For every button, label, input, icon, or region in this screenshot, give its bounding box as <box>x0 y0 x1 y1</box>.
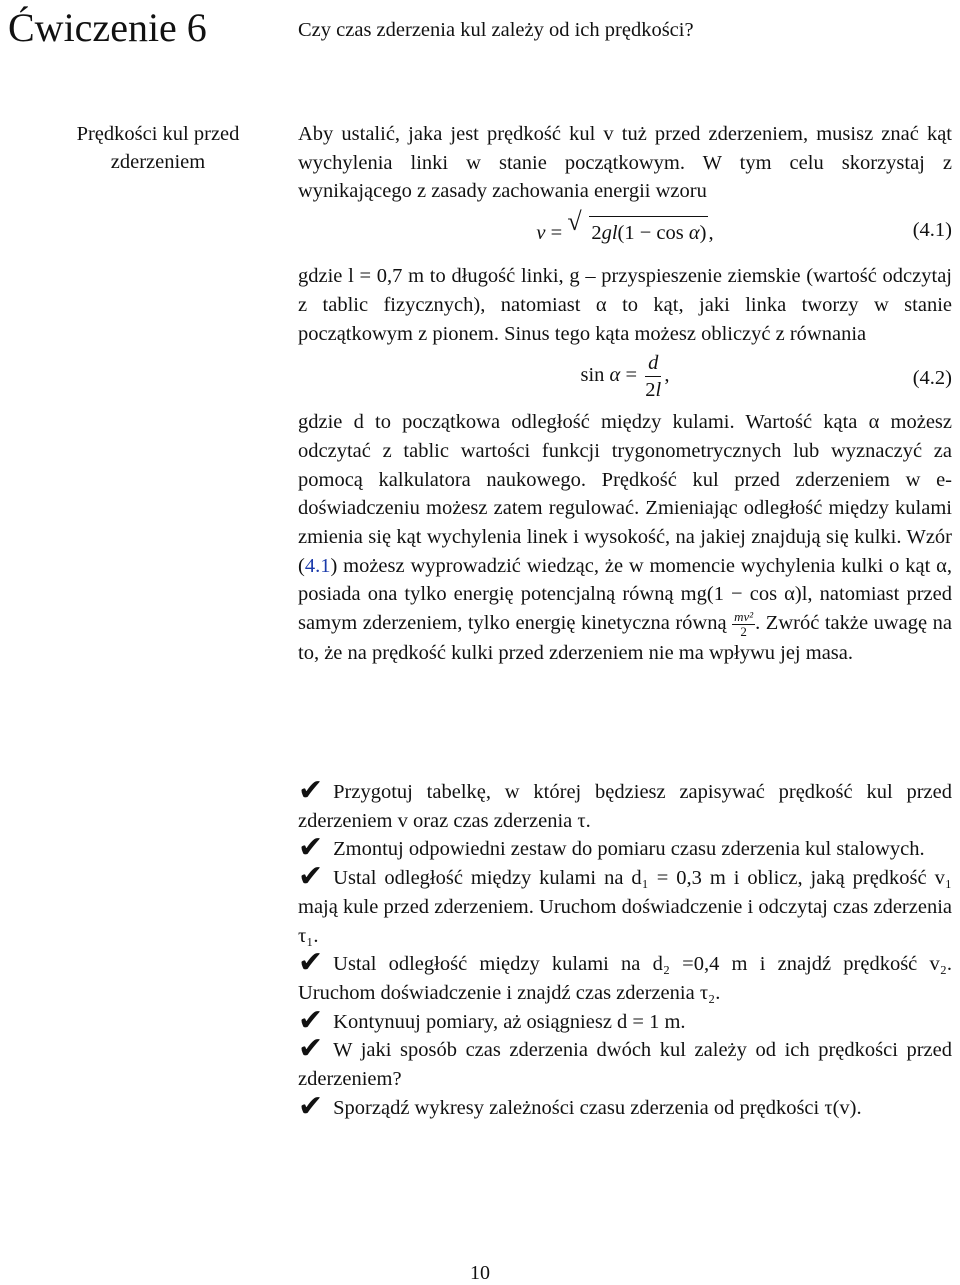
equation-4-2-formula: sin α = $\frac{d}{2l}$ , <box>580 352 670 402</box>
task-text: W jaki sposób czas zderzenia dwóch kul zależy od ich prędkości przed zderzeniem? <box>298 1039 952 1091</box>
page-number: 10 <box>470 1262 490 1284</box>
task-text: Ustal odległość między kulami na d₁ = 0,3 m i oblicz, jaką prędkość v₁ mają kule przed zderzeniem. Uruchom doświadczenie i odczytaj czas zderzenia τ₁. <box>298 867 952 947</box>
paragraph-intro: Aby ustalić, jaka jest prędkość kul v tuż przed zderzeniem, musisz znać kąt wychylenia linki w stanie początkowym. W tym celu skorzystaj z wynikającego z zasady zachowania energii wzoru <box>298 123 952 203</box>
checkmark-icon: ✔ <box>298 945 324 981</box>
chapter-title: Czy czas zderzenia kul zależy od ich prędkości? <box>298 19 694 41</box>
equation-reference-link[interactable]: 4.1 <box>304 554 331 577</box>
kinetic-energy-fraction: $\frac{\text{mv²}}{2}$ <box>734 608 754 639</box>
checkmark-icon: ✔ <box>298 1088 324 1124</box>
checkmark-icon: ✔ <box>298 859 324 895</box>
chapter-header <box>8 2 953 54</box>
checkmark-icon: ✔ <box>298 1031 324 1067</box>
task-item <box>298 859 952 950</box>
task-item <box>298 1088 952 1124</box>
task-item <box>298 945 952 1007</box>
task-item <box>298 773 952 835</box>
paragraph-definitions: gdzie l = 0,7 m to długość linki, g – przyspieszenie ziemskie (wartość odczytaj z tablic fizycznych), natomiast α to kąt, jaki linka tworzy w stanie początkowym z pionem. Sinus tego kąta możesz obliczyć z równania <box>298 265 952 345</box>
task-text: Zmontuj odpowiedni zestaw do pomiaru czasu zderzenia kul stalowych. <box>333 838 925 861</box>
task-item <box>298 1031 952 1093</box>
equation-4-2 <box>298 348 952 408</box>
equation-4-1 <box>298 206 952 262</box>
paragraph-explanation-part-3: . Zwróć także uwagę na to, że na prędkość kulki przed zderzeniem nie ma wpływu jej masa. <box>298 612 952 664</box>
paragraph-explanation-part-2: ) możesz wyprowadzić wiedząc, że w momencie wychylenia kulki o kąt α, posiada ona tylko energię potencjalną równą mg(1 − cos α)l, natomiast przed samym zderzeniem, tylko energię kinetyczna równą <box>298 554 952 635</box>
equation-number: (4.2) <box>912 367 952 390</box>
task-item <box>298 1002 952 1038</box>
chapter-label: Ćwiczenie 6 <box>8 5 207 50</box>
checkmark-icon: ✔ <box>298 1002 324 1038</box>
task-text: Ustal odległość między kulami na d₂ =0,4 m i znajdź prędkość v₂. Uruchom doświadczenie i znajdź czas zderzenia τ₂. <box>298 953 952 1004</box>
checkmark-icon: ✔ <box>298 830 324 866</box>
equation-number: (4.1) <box>912 219 952 242</box>
equation-4-1-formula: v = √ 2gl(1 − cos α), <box>298 216 952 248</box>
checkmark-icon: ✔ <box>298 773 324 808</box>
paragraph-explanation <box>298 408 952 667</box>
task-text: Sporządź wykresy zależności czasu zderzenia od prędkości τ(v). <box>333 1096 862 1119</box>
main-text <box>298 120 952 668</box>
task-list <box>298 773 952 1124</box>
task-text: Przygotuj tabelkę, w której będziesz zapisywać prędkość kul przed zderzeniem v oraz czas zderzenia τ. <box>298 781 952 832</box>
task-text: Kontynuuj pomiary, aż osiągniesz d = 1 m. <box>333 1010 686 1033</box>
paragraph-explanation-part-1: gdzie d to początkowa odległość między kulami. Wartość kąta α możesz odczytać z tablic wartości funkcji trygonometrycznych lub wyznaczyć za pomocą kalkulatora naukowego. Prędkość kul przed zderzeniem w e-doświadczeniu możesz zatem regulować. Zmieniając odległość między kulami zmienia się kąt wychylenia linek i wysokość, na jakiej znajdują się kulki. Wzór ( <box>298 411 952 577</box>
task-item <box>298 830 952 866</box>
margin-note: Prędkości kul przed zderzeniem <box>76 123 240 173</box>
